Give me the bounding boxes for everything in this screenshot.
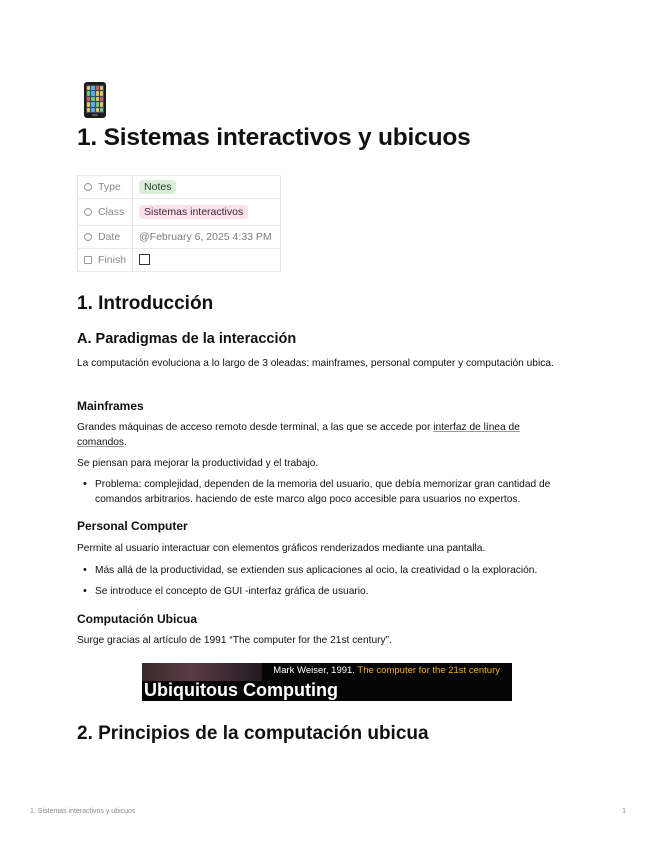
property-key: Class <box>98 206 125 218</box>
heading-paradigmas: A. Paradigmas de la interacción <box>77 331 297 347</box>
finish-checkbox[interactable] <box>139 254 150 265</box>
cli-link[interactable]: interfaz de línea de comandos <box>77 422 520 448</box>
paragraph-paradigmas: La computación evoluciona a lo largo de 3 oleadas: mainframes, personal computer y computación ubica. <box>77 358 554 369</box>
property-key: Finish <box>98 254 127 266</box>
paragraph-mainframes-2: Se piensan para mejorar la productividad y el trabajo. <box>77 458 319 469</box>
date-value[interactable]: @February 6, 2025 4:33 PM <box>139 231 272 243</box>
property-key: Date <box>98 231 121 243</box>
status-icon <box>84 183 92 191</box>
footer-title: 1. Sistemas interactivos y ubicuos <box>30 808 136 815</box>
status-icon <box>84 208 92 216</box>
property-row-class[interactable] <box>78 199 281 226</box>
page-title: 1. Sistemas interactivos y ubicuos <box>77 124 471 151</box>
mobile-phone-icon <box>84 82 106 118</box>
checkbox-icon <box>84 256 92 264</box>
paragraph-pc: Permite al usuario interactuar con elementos gráficos renderizados mediante una pantalla. <box>77 543 486 554</box>
properties-table <box>77 175 281 272</box>
list-item: • Problema: complejidad, dependen de la memoria del usuario, que debía memorizar gran cantidad de comandos arbitrarios. haciendo de este marco algo poco accesible para usuarios no expertos. <box>95 477 575 507</box>
list-item: • Se introduce el concepto de GUI -interfaz gráfica de usuario. <box>95 584 575 599</box>
paragraph-mainframes: Grandes máquinas de acceso remoto desde terminal, a las que se accede por interfaz de línea de comandos. <box>77 422 520 448</box>
heading-principios: 2. Principios de la computación ubicua <box>77 723 429 744</box>
page-number: 1 <box>622 808 626 815</box>
class-tag[interactable]: Sistemas interactivos <box>139 205 248 219</box>
property-key: Type <box>98 181 121 193</box>
clock-icon <box>84 233 92 241</box>
type-tag[interactable]: Notes <box>139 180 176 194</box>
property-row-finish[interactable] <box>78 249 281 272</box>
property-row-date[interactable] <box>78 226 281 249</box>
heading-computacion-ubicua: Computación Ubicua <box>77 612 198 626</box>
ubiquitous-computing-image <box>142 663 512 701</box>
property-row-type[interactable] <box>78 176 281 199</box>
paragraph-ubicua: Surge gracias al artículo de 1991 “The computer for the 21st century”. <box>77 635 392 646</box>
heading-personal-computer: Personal Computer <box>77 519 188 533</box>
heading-introduccion: 1. Introducción <box>77 293 214 314</box>
heading-mainframes: Mainframes <box>77 399 144 413</box>
banner-caption: Mark Weiser, 1991. The computer for the 21st century <box>273 665 500 676</box>
list-item: • Más allá de la productividad, se extienden sus aplicaciones al ocio, la creatividad o la exploración. <box>95 563 575 578</box>
banner-title: Ubiquitous Computing <box>144 680 338 700</box>
